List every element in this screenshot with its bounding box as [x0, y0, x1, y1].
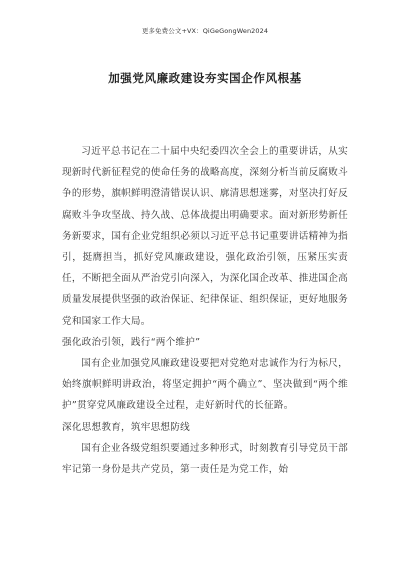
body-paragraph: 国有企业各级党组织要通过多种形式，时刻教育引导党员干部牢记第一身份是共产党员，第一责任是为党工作，始: [62, 442, 348, 476]
body-paragraph: 国有企业加强党风廉政建设要把对党绝对忠诚作为行为标尺，始终旗帜鲜明讲政治，将坚定拥护“两个确立”、坚决做到“两个维护”贯穿党风廉政建设全过程，走好新时代的长征路。: [62, 358, 348, 412]
header-note: 更多免费公文+VX：QiGeGongWen2024: [141, 27, 269, 35]
section-heading: 深化思想教育，筑牢思想防线: [62, 421, 190, 433]
section-heading: 强化政治引领，践行“两个维护”: [62, 336, 201, 348]
body-paragraph: 习近平总书记在二十届中央纪委四次全会上的重要讲话，从实现新时代新征程党的使命任务的战略高度，深刻分析当前反腐败斗争的形势，旗帜鲜明澄清错误认识、廓清思想迷雾，对坚决打好反腐败斗争攻坚战、持久战、总体战提出明确要求。面对新形势新任务新要求，国有企业党组织必须以习近平总书记重要讲话精神为指引，挺膺担当，抓好党风廉政建设，强化政治引领，压紧压实责任，不断把全面从严治党引向深入，为深化国企改革、推进国企高质量发展提供坚强的政治保证、纪律保证、组织保证，更好地服务党和国家工作大局。: [62, 146, 348, 327]
document-title: 加强党风廉政建设夯实国企作风根基: [108, 71, 302, 85]
document-body: [62, 141, 348, 480]
